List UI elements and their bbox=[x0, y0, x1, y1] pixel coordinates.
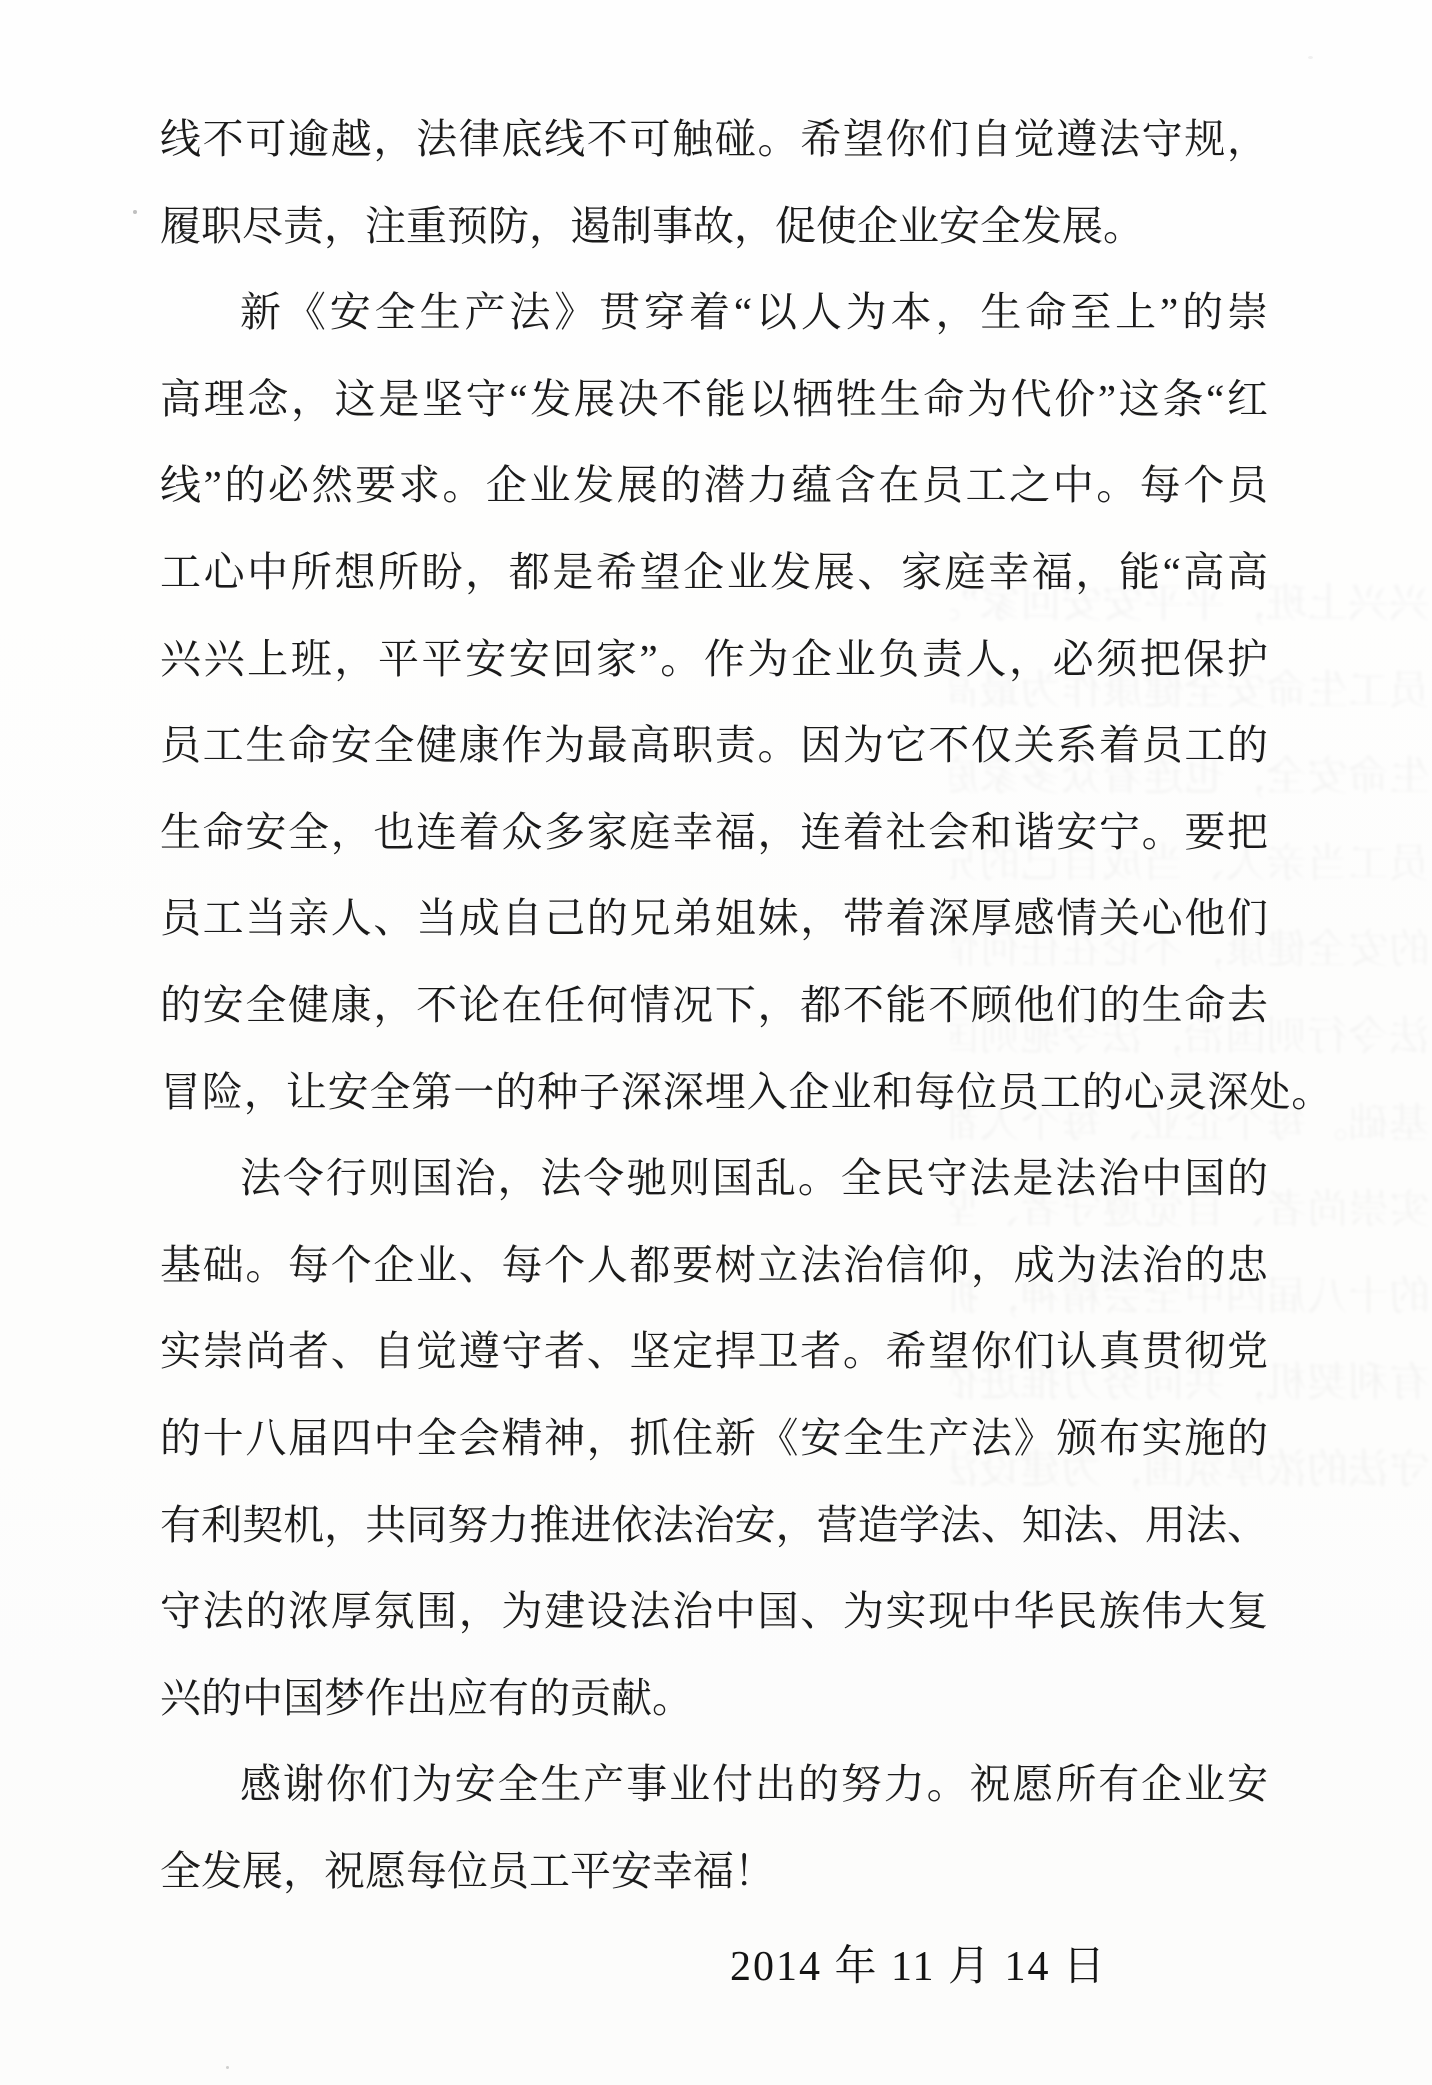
text-line: 高理念，这是坚守“发展决不能以牺牲生命为代价”这条“红 bbox=[160, 375, 1268, 422]
scan-speck bbox=[133, 210, 137, 214]
text-line: 兴的中国梦作出应有的贡献。 bbox=[160, 1674, 693, 1721]
paragraph-4 bbox=[160, 1741, 1268, 1914]
scan-speck bbox=[226, 2066, 229, 2069]
text-line: 履职尽责，注重预防，遏制事故，促使企业安全发展。 bbox=[160, 202, 1144, 249]
letter-body bbox=[160, 96, 1334, 2011]
text-line: 员工当亲人、当成自己的兄弟姐妹，带着深厚感情关心他们 bbox=[160, 895, 1268, 942]
text-line: 工心中所想所盼，都是希望企业发展、家庭幸福，能“高高 bbox=[160, 548, 1268, 595]
text-line: 有利契机，共同努力推进依法治安，营造学法、知法、用法、 bbox=[160, 1501, 1268, 1548]
text-line: 线不可逾越，法律底线不可触碰。希望你们自觉遵法守规， bbox=[160, 116, 1268, 162]
text-line: 冒险，让安全第一的种子深深埋入企业和每位员工的心灵深处。 bbox=[160, 1068, 1334, 1115]
paragraph-2 bbox=[160, 269, 1334, 1135]
text-line: 实崇尚者、自觉遵守者、坚定捍卫者。希望你们认真贯彻党 bbox=[160, 1328, 1268, 1375]
text-line: 线”的必然要求。企业发展的潜力蕴含在员工之中。每个员 bbox=[160, 462, 1268, 509]
text-line: 守法的浓厚氛围，为建设法治中国、为实现中华民族伟大复 bbox=[160, 1588, 1268, 1635]
text-line: 生命安全，也连着众多家庭幸福，连着社会和谐安宁。要把 bbox=[160, 808, 1268, 855]
paragraph-3 bbox=[160, 1135, 1268, 1741]
text-line: 基础。每个企业、每个人都要树立法治信仰，成为法治的忠 bbox=[160, 1241, 1268, 1288]
scan-speck bbox=[1308, 56, 1313, 59]
text-line: 新《安全生产法》贯穿着“以人为本，生命至上”的崇 bbox=[240, 289, 1268, 336]
text-line: 全发展，祝愿每位员工平安幸福！ bbox=[160, 1847, 775, 1894]
text-line: 员工生命安全健康作为最高职责。因为它不仅关系着员工的 bbox=[160, 722, 1268, 769]
text-line: 感谢你们为安全生产事业付出的努力。祝愿所有企业安 bbox=[240, 1761, 1268, 1808]
paragraph-1 bbox=[160, 96, 1268, 269]
text-line: 的安全健康，不论在任何情况下，都不能不顾他们的生命去 bbox=[160, 981, 1268, 1028]
text-line: 的十八届四中全会精神，抓住新《安全生产法》颁布实施的 bbox=[160, 1414, 1268, 1461]
text-line: 兴兴上班，平平安安回家”。作为企业负责人，必须把保护 bbox=[160, 635, 1268, 682]
text-line: 法令行则国治，法令驰则国乱。全民守法是法治中国的 bbox=[240, 1155, 1268, 1202]
date-line: 2014 年 11 月 14 日 bbox=[730, 1944, 1107, 1991]
